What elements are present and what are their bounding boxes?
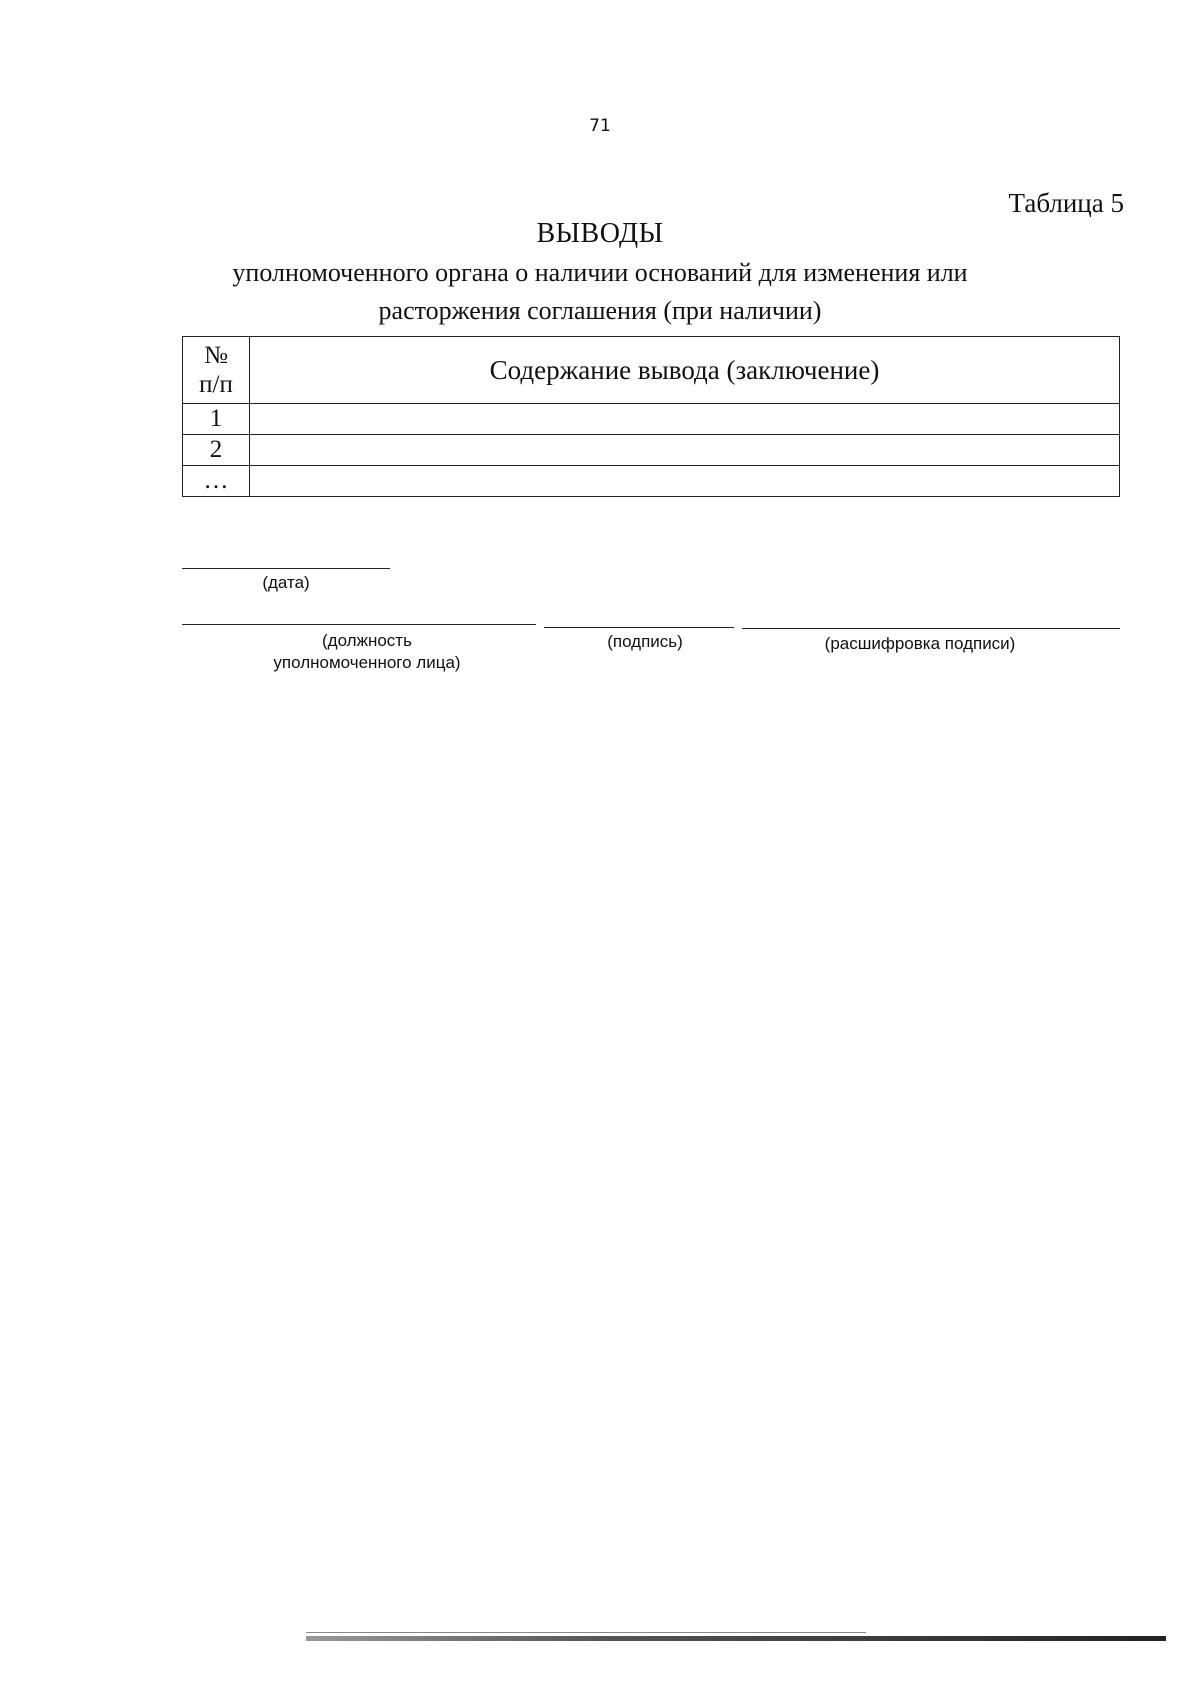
table-row <box>183 466 1120 497</box>
header-number-sign: № <box>204 342 228 369</box>
position-line <box>182 624 536 625</box>
document-title: ВЫВОДЫ <box>536 218 664 249</box>
table-label: Таблица 5 <box>1008 188 1124 218</box>
position-caption <box>222 630 512 674</box>
row-number: … <box>183 466 250 497</box>
signature-caption: (подпись) <box>607 632 683 651</box>
row-number: 2 <box>183 435 250 466</box>
scan-bottom-rule <box>306 1636 1166 1641</box>
subtitle-line-2: расторжения соглашения (при наличии) <box>378 296 822 325</box>
scan-edge-line <box>306 1632 866 1633</box>
row-content <box>250 466 1120 497</box>
table-row <box>183 435 1120 466</box>
row-number: 1 <box>183 404 250 435</box>
header-number-abbrev: п/п <box>199 371 233 398</box>
subtitle-line-1: уполномоченного органа о наличии оснований для изменения или <box>232 258 968 287</box>
document-subtitle <box>200 254 1000 330</box>
page-number: 71 <box>589 116 611 136</box>
decoding-caption: (расшифровка подписи) <box>824 634 1016 653</box>
row-content <box>250 435 1120 466</box>
header-content-cell: Содержание вывода (заключение) <box>250 337 1120 404</box>
position-caption-line-1: (должность <box>322 631 412 650</box>
date-caption: (дата) <box>262 573 310 592</box>
table-row <box>183 404 1120 435</box>
position-caption-line-2: уполномоченного лица) <box>273 653 461 672</box>
signature-line <box>544 627 734 628</box>
decoding-line <box>742 628 1120 629</box>
row-content <box>250 404 1120 435</box>
header-number-cell <box>183 337 250 404</box>
conclusions-table <box>182 336 1120 497</box>
date-line <box>182 568 390 569</box>
table-header-row <box>183 337 1120 404</box>
